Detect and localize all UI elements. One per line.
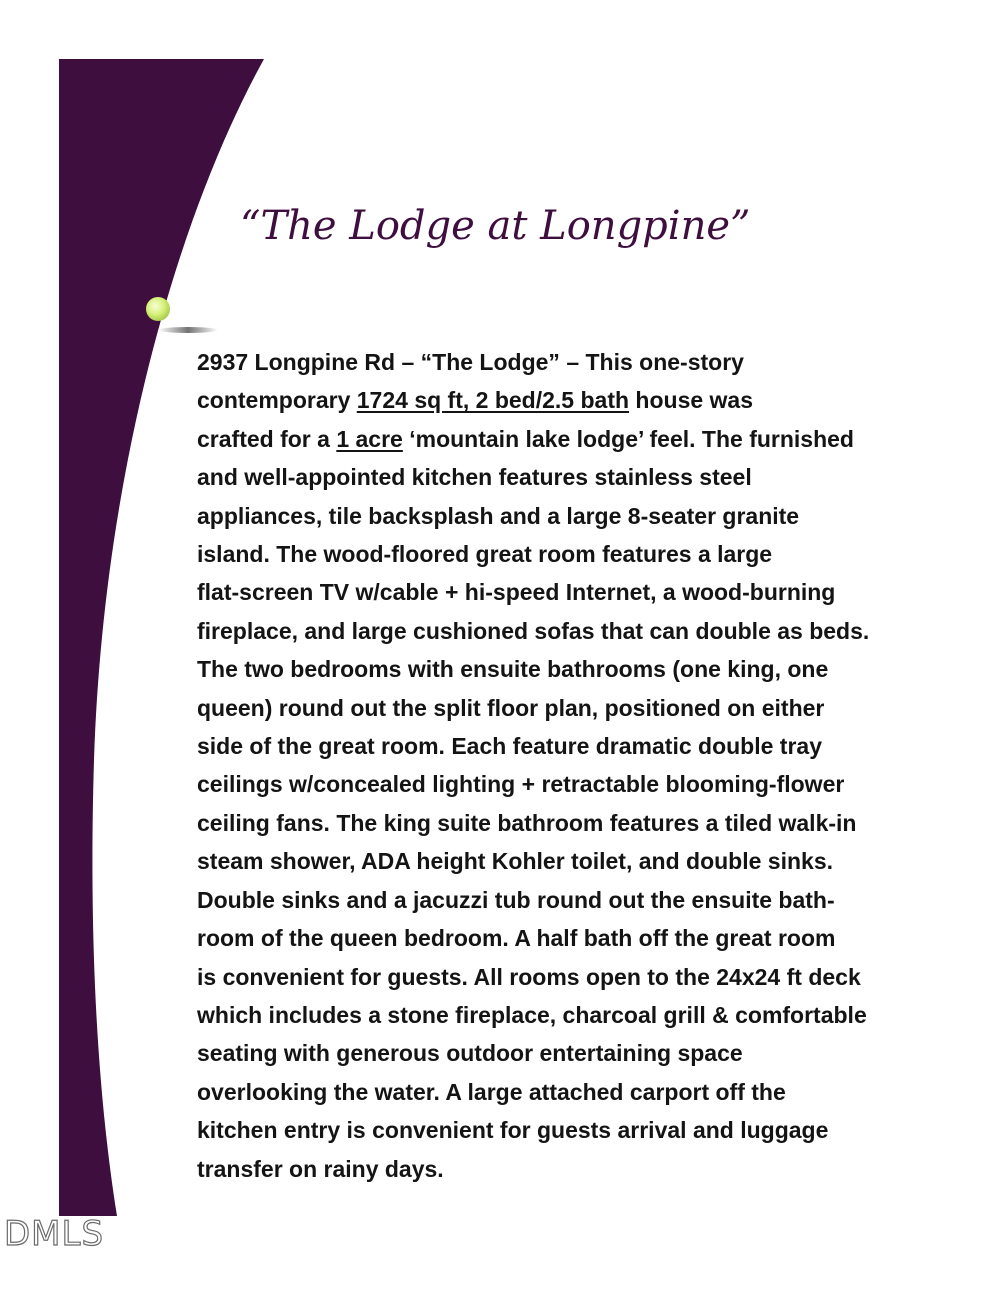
- description-line: steam shower, ADA height Kohler toilet, and double sinks.: [197, 848, 834, 875]
- description-line: ceilings w/concealed lighting + retractable blooming-flower: [197, 771, 845, 798]
- description-line: room of the queen bedroom. A half bath off the great room: [197, 925, 836, 952]
- description-line: 2937 Longpine Rd – “The Lodge” – This one-story: [197, 349, 744, 375]
- description-line: appliances, tile backsplash and a large 8-seater granite: [197, 502, 800, 529]
- size-highlight: 1724 sq ft, 2 bed/2.5 bath: [356, 387, 630, 414]
- description-line: [197, 381, 957, 419]
- page-title: “The Lodge at Longpine”: [240, 203, 751, 249]
- description-line: ceiling fans. The king suite bathroom features a tiled walk-in: [197, 809, 857, 836]
- description-line: and well-appointed kitchen features stainless steel: [197, 464, 752, 491]
- property-description: [197, 343, 957, 1188]
- description-line: overlooking the water. A large attached carport off the: [197, 1078, 786, 1105]
- dmls-watermark: DMLS: [4, 1214, 105, 1254]
- description-line: Double sinks and a jacuzzi tub round out the ensuite bath-: [197, 886, 835, 913]
- description-line: queen) round out the split floor plan, positioned on either: [197, 694, 825, 721]
- description-line: [197, 420, 957, 458]
- description-line: side of the great room. Each feature dramatic double tray: [197, 733, 822, 760]
- description-line: seating with generous outdoor entertaining space: [197, 1040, 743, 1067]
- description-text: ‘mountain lake lodge’ feel. The furnished: [402, 425, 854, 452]
- description-line: island. The wood-floored great room features a large: [197, 541, 773, 568]
- description-line: flat-screen TV w/cable + hi-speed Internet, a wood-burning: [197, 579, 836, 606]
- description-line: fireplace, and large cushioned sofas that can double as beds.: [197, 617, 870, 644]
- bead-shadow: [158, 327, 218, 333]
- description-text: crafted for a: [197, 425, 337, 452]
- description-line: is convenient for guests. All rooms open to the 24x24 ft deck: [197, 963, 861, 990]
- description-line: The two bedrooms with ensuite bathrooms (one king, one: [197, 656, 829, 683]
- description-text: house was: [629, 387, 754, 414]
- bead-ornament: [146, 297, 170, 321]
- description-line: which includes a stone fireplace, charcoal grill & comfortable: [197, 1001, 867, 1028]
- description-text: contemporary: [197, 387, 357, 414]
- acreage-highlight: 1 acre: [336, 425, 403, 452]
- description-line: kitchen entry is convenient for guests arrival and luggage: [197, 1117, 829, 1144]
- description-line: transfer on rainy days.: [197, 1155, 444, 1182]
